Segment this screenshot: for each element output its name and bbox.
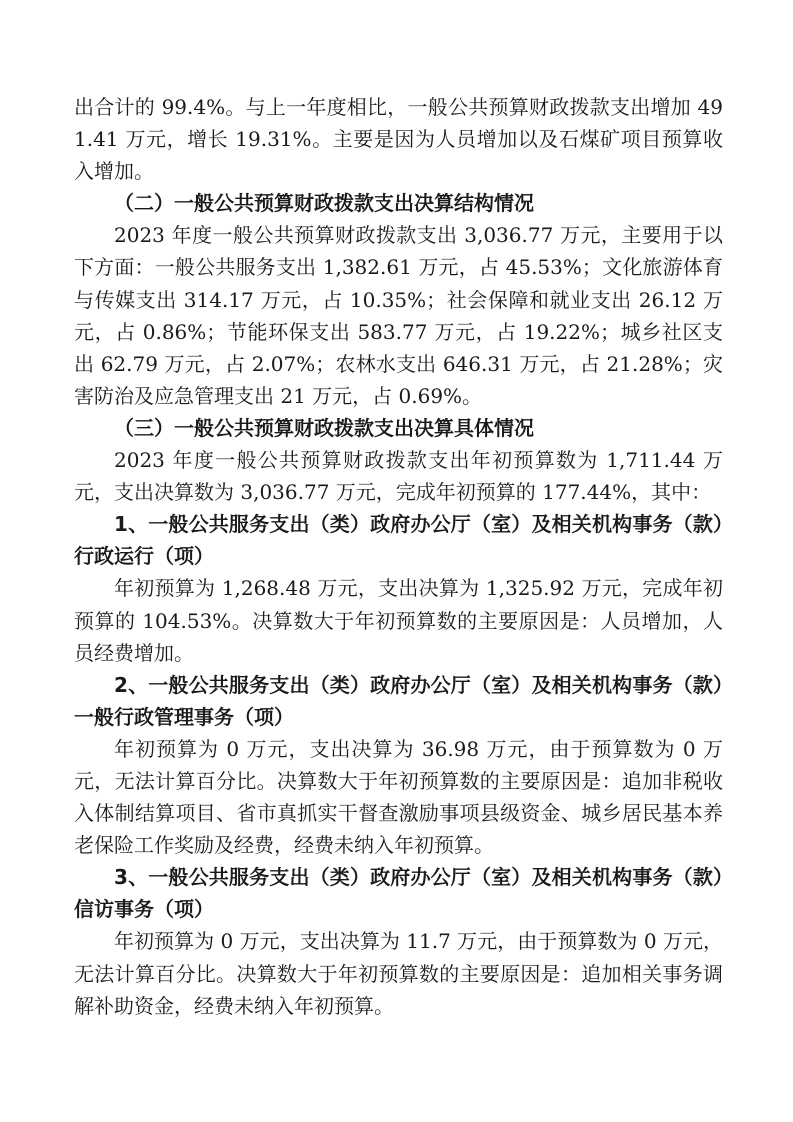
item-paragraph-2: 年初预算为 0 万元，支出决算为 36.98 万元，由于预算数为 0 万元，无法计算百分比。决算数大于年初预算数的主要原因是：追加非税收入体制结算项目、省市真抓实干督查激励事项县级资金、城乡居民基本养老保险工作奖励及经费，经费未纳入年初预算。 [74, 736, 723, 858]
paragraph-details: 2023 年度一般公共预算财政拨款支出年初预算数为 1,711.44 万元，支出决算数为 3,036.77 万元，完成年初预算的 177.44%，其中： [74, 448, 723, 505]
item-heading-3: 3、一般公共服务支出（类）政府办公厅（室）及相关机构事务（款）信访事务（项） [74, 865, 723, 922]
paragraph-budget-summary: 出合计的 99.4%。与上一年度相比，一般公共预算财政拨款支出增加 491.41 万元，增长 19.31%。主要是因为人员增加以及石煤矿项目预算收入增加。 [74, 95, 723, 184]
item-heading-2: 2、一般公共服务支出（类）政府办公厅（室）及相关机构事务（款）一般行政管理事务（项） [74, 672, 723, 729]
paragraph-structure: 2023 年度一般公共预算财政拨款支出 3,036.77 万元，主要用于以下方面：一般公共服务支出 1,382.61 万元，占 45.53%；文化旅游体育与传媒支出 314.17 万元，占 10.35%；社会保障和就业支出 26.12 万元，占 0.86%；节能环保支出 583.77 万元，占 19.22%；城乡社区支出 62.79 万元，占 2.07%；农林水支出 646.31 万元，占 21.28%；灾害防治及应急管理支出 21 万元，占 0.69%。 [74, 223, 723, 408]
section-heading-details: （三）一般公共预算财政拨款支出决算具体情况 [114, 415, 534, 440]
item-paragraph-3: 年初预算为 0 万元，支出决算为 11.7 万元，由于预算数为 0 万元，无法计算百分比。决算数大于年初预算数的主要原因是：追加相关事务调解补助资金，经费未纳入年初预算。 [74, 929, 723, 1018]
item-paragraph-1: 年初预算为 1,268.48 万元，支出决算为 1,325.92 万元，完成年初预算的 104.53%。决算数大于年初预算数的主要原因是：人员增加，人员经费增加。 [74, 576, 723, 665]
section-heading-structure: （二）一般公共预算财政拨款支出决算结构情况 [114, 191, 534, 216]
item-heading-1: 1、一般公共服务支出（类）政府办公厅（室）及相关机构事务（款）行政运行（项） [74, 512, 723, 569]
